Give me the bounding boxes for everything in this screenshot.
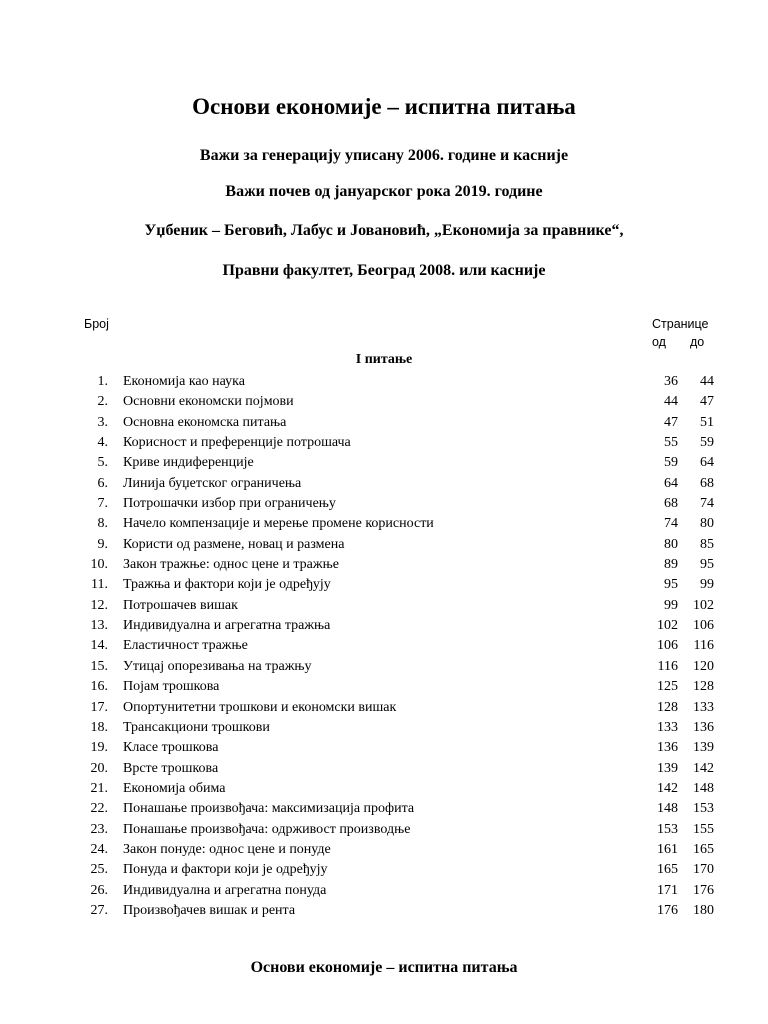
row-number: 6.	[97, 475, 108, 491]
row-topic: Начело компензације и мерење промене корисности	[123, 516, 434, 532]
row-number: 23.	[90, 821, 108, 837]
row-page-to: 102	[693, 597, 714, 613]
section-title: I питање	[355, 352, 413, 367]
row-page-to: 80	[700, 516, 714, 532]
table-row	[0, 901, 768, 921]
row-page-to: 99	[700, 577, 714, 593]
column-header-to: до	[690, 335, 705, 349]
row-topic: Закон тражње: однос цене и тражње	[123, 557, 339, 573]
footer-title: Основи економије – испитна питања	[250, 959, 518, 976]
table-row	[0, 596, 768, 616]
row-topic: Потрошачки избор при ограничењу	[123, 496, 336, 512]
row-page-to: 128	[693, 679, 714, 695]
row-page-from: 161	[657, 841, 678, 857]
table-row	[0, 718, 768, 738]
row-page-from: 59	[664, 455, 678, 471]
table-row	[0, 514, 768, 534]
column-header-number: Број	[84, 317, 109, 331]
table-row	[0, 616, 768, 636]
table-row	[0, 860, 768, 880]
row-number: 24.	[90, 841, 108, 857]
row-page-to: 176	[693, 882, 714, 898]
row-page-from: 80	[664, 536, 678, 552]
row-topic: Линија буџетског ограничења	[123, 475, 302, 491]
subtitle-textbook: Уџбеник – Беговић, Лабус и Јовановић, „Економија за правнике“,	[144, 222, 624, 239]
row-number: 12.	[90, 597, 108, 613]
row-page-to: 64	[700, 455, 714, 471]
row-page-from: 125	[657, 679, 678, 695]
row-number: 11.	[91, 577, 108, 593]
row-topic: Понашање произвођача: одрживост производње	[123, 821, 411, 837]
row-number: 3.	[97, 414, 108, 430]
row-number: 14.	[90, 638, 108, 654]
row-number: 17.	[90, 699, 108, 715]
row-page-to: 51	[700, 414, 714, 430]
row-page-to: 44	[700, 374, 714, 389]
row-page-to: 68	[700, 475, 714, 491]
row-number: 9.	[97, 536, 108, 552]
row-page-from: 142	[657, 780, 678, 796]
row-topic: Потрошачев вишак	[123, 597, 238, 613]
column-header-pages: Странице	[652, 317, 709, 331]
row-number: 1.	[97, 374, 108, 389]
row-page-from: 136	[657, 740, 678, 756]
row-page-to: 95	[700, 557, 714, 573]
row-topic: Основна економска питања	[123, 414, 287, 430]
row-page-to: 133	[693, 699, 714, 715]
row-topic: Класе трошкова	[123, 740, 219, 756]
row-page-to: 142	[693, 760, 714, 776]
row-page-to: 116	[693, 638, 714, 654]
subtitle-publisher: Правни факултет, Београд 2008. или касније	[222, 262, 546, 279]
table-row	[0, 453, 768, 473]
table-row	[0, 494, 768, 514]
table-row	[0, 799, 768, 819]
row-page-to: 170	[693, 862, 714, 878]
row-page-to: 74	[700, 496, 714, 512]
row-page-from: 99	[664, 597, 678, 613]
table-row	[0, 779, 768, 799]
row-number: 2.	[97, 394, 108, 410]
row-page-from: 106	[657, 638, 678, 654]
row-number: 26.	[90, 882, 108, 898]
row-number: 16.	[90, 679, 108, 695]
table-row	[0, 820, 768, 840]
table-row	[0, 657, 768, 677]
row-topic: Појам трошкова	[123, 679, 220, 695]
row-page-to: 139	[693, 740, 714, 756]
row-topic: Трансакциони трошкови	[123, 719, 270, 735]
row-number: 8.	[97, 516, 108, 532]
row-topic: Основни економски појмови	[123, 394, 294, 410]
row-page-from: 74	[664, 516, 678, 532]
row-page-from: 139	[657, 760, 678, 776]
question-table	[0, 372, 768, 921]
table-row	[0, 575, 768, 595]
table-row	[0, 392, 768, 412]
row-number: 20.	[90, 760, 108, 776]
row-page-to: 148	[693, 780, 714, 796]
row-page-from: 116	[657, 658, 678, 674]
row-page-from: 47	[664, 414, 678, 430]
row-topic: Опортунитетни трошкови и економски вишак	[123, 699, 397, 715]
row-page-from: 89	[664, 557, 678, 573]
row-number: 15.	[90, 658, 108, 674]
row-page-from: 64	[664, 475, 678, 491]
row-page-from: 68	[664, 496, 678, 512]
row-number: 22.	[90, 801, 108, 817]
row-topic: Економија обима	[123, 780, 226, 796]
row-topic: Утицај опорезивања на тражњу	[123, 658, 312, 674]
table-row	[0, 636, 768, 656]
row-page-from: 148	[657, 801, 678, 817]
row-number: 25.	[90, 862, 108, 878]
table-row	[0, 413, 768, 433]
row-page-to: 120	[693, 658, 714, 674]
row-page-from: 133	[657, 719, 678, 735]
table-row	[0, 881, 768, 901]
row-topic: Произвођачев вишак и рента	[123, 902, 296, 918]
subtitle-valid-from: Важи почев од јануарског рока 2019. године	[225, 183, 543, 200]
row-topic: Користи од размене, новац и размена	[123, 536, 345, 552]
row-topic: Понашање произвођача: максимизација профита	[123, 801, 415, 817]
table-row	[0, 677, 768, 697]
row-page-from: 171	[657, 882, 678, 898]
row-page-to: 153	[693, 801, 714, 817]
row-topic: Корисност и преференције потрошача	[123, 435, 351, 451]
row-topic: Понуда и фактори који је одређују	[123, 862, 328, 878]
page-title: Основи економије – испитна питања	[192, 94, 576, 119]
row-page-to: 47	[700, 394, 714, 410]
row-page-from: 102	[657, 618, 678, 634]
row-page-from: 36	[664, 374, 678, 389]
row-number: 18.	[90, 719, 108, 735]
table-row	[0, 555, 768, 575]
row-number: 10.	[90, 557, 108, 573]
row-number: 19.	[90, 740, 108, 756]
row-number: 5.	[97, 455, 108, 471]
subtitle-generation: Важи за генерацију уписану 2006. године и касније	[199, 147, 569, 164]
table-row	[0, 433, 768, 453]
row-number: 13.	[90, 618, 108, 634]
column-header-from: од	[652, 335, 666, 349]
row-topic: Еластичност тражње	[123, 638, 248, 654]
row-number: 21.	[90, 780, 108, 796]
table-row	[0, 738, 768, 758]
row-topic: Тражња и фактори који је одређују	[123, 577, 331, 593]
row-topic: Индивидуална и агрегатна понуда	[123, 882, 327, 898]
row-page-to: 180	[693, 902, 714, 918]
row-page-from: 176	[657, 902, 678, 918]
row-page-from: 44	[664, 394, 678, 410]
table-row	[0, 372, 768, 392]
row-page-to: 85	[700, 536, 714, 552]
row-page-from: 153	[657, 821, 678, 837]
row-page-from: 55	[664, 435, 678, 451]
row-topic: Врсте трошкова	[123, 760, 219, 776]
row-page-to: 59	[700, 435, 714, 451]
table-row	[0, 759, 768, 779]
row-page-from: 128	[657, 699, 678, 715]
table-row	[0, 474, 768, 494]
row-topic: Индивидуална и агрегатна тражња	[123, 618, 331, 634]
row-number: 7.	[97, 496, 108, 512]
row-number: 4.	[97, 435, 108, 451]
row-topic: Закон понуде: однос цене и понуде	[123, 841, 331, 857]
table-row	[0, 840, 768, 860]
table-row	[0, 535, 768, 555]
row-topic: Криве индиференције	[123, 455, 254, 471]
row-page-from: 165	[657, 862, 678, 878]
row-topic: Економија као наука	[123, 374, 245, 389]
row-page-to: 136	[693, 719, 714, 735]
row-page-to: 155	[693, 821, 714, 837]
row-page-to: 165	[693, 841, 714, 857]
row-page-from: 95	[664, 577, 678, 593]
row-number: 27.	[90, 902, 108, 918]
table-row	[0, 698, 768, 718]
row-page-to: 106	[693, 618, 714, 634]
